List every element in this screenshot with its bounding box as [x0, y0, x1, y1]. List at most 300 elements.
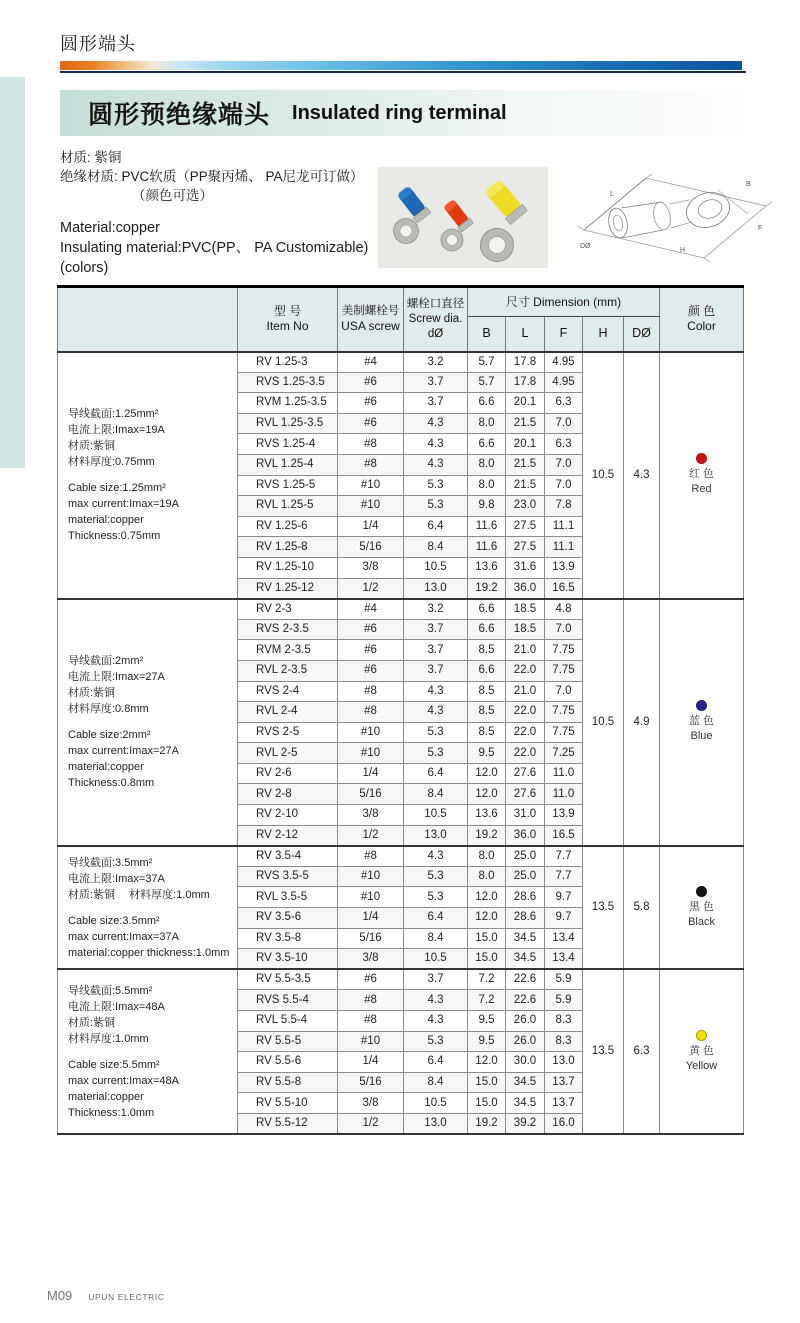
cell-item-no: RVS 5.5-4: [238, 990, 338, 1011]
cell-dim-f: 7.75: [545, 640, 583, 661]
description-line: Cable size:2mm²: [68, 729, 151, 742]
cell-item-no: RV 1.25-3: [238, 352, 338, 373]
cell-item-no: RV 1.25-8: [238, 537, 338, 558]
cell-item-no: RVM 2-3.5: [238, 640, 338, 661]
diagram-label-do: DØ: [580, 243, 591, 250]
cell-dim-l: 21.5: [506, 454, 545, 475]
cell-usa-screw: #6: [338, 619, 404, 640]
header-dia-sym: dØ: [427, 327, 444, 340]
cell-dim-b: 6.6: [468, 660, 506, 681]
description-line: 材料厚度:0.8mm: [68, 703, 149, 716]
cell-screw-dia: 8.4: [404, 1072, 468, 1093]
cell-dim-l: 34.5: [506, 1072, 545, 1093]
cell-dim-l: 36.0: [506, 578, 545, 599]
cell-item-no: RVS 1.25-4: [238, 434, 338, 455]
header-description-blank: [58, 287, 238, 352]
cell-usa-screw: 1/4: [338, 1052, 404, 1073]
cell-dim-l: 25.0: [506, 846, 545, 867]
cell-screw-dia: 3.7: [404, 640, 468, 661]
description-line: Thickness:0.75mm: [68, 530, 161, 543]
cell-screw-dia: 5.3: [404, 475, 468, 496]
cell-usa-screw: 1/4: [338, 763, 404, 784]
cell-item-no: RV 3.5-4: [238, 846, 338, 867]
product-title-en: Insulated ring terminal: [292, 101, 507, 124]
cell-screw-dia: 6.4: [404, 1052, 468, 1073]
cell-dim-f: 13.4: [545, 949, 583, 970]
cell-dim-l: 27.6: [506, 763, 545, 784]
cell-dim-l: 22.0: [506, 702, 545, 723]
group-color-cell: [660, 969, 744, 1134]
cell-dim-do: 6.3: [624, 969, 660, 1134]
cell-dim-b: 8.5: [468, 702, 506, 723]
header-dim-l: L: [506, 317, 545, 352]
cell-screw-dia: 4.3: [404, 681, 468, 702]
cell-usa-screw: 3/8: [338, 805, 404, 826]
cell-usa-screw: #8: [338, 846, 404, 867]
cell-screw-dia: 5.3: [404, 1031, 468, 1052]
cell-usa-screw: #6: [338, 660, 404, 681]
cell-dim-l: 30.0: [506, 1052, 545, 1073]
cell-usa-screw: 1/2: [338, 578, 404, 599]
cell-item-no: RV 3.5-6: [238, 908, 338, 929]
header-item-en: Item No: [266, 319, 309, 334]
cell-item-no: RVL 3.5-5: [238, 887, 338, 908]
cell-screw-dia: 3.2: [404, 599, 468, 620]
cell-dim-f: 13.4: [545, 928, 583, 949]
page-section-title: 圆形端头: [60, 34, 136, 54]
cell-dim-b: 6.6: [468, 599, 506, 620]
cell-dim-b: 8.5: [468, 640, 506, 661]
material-cn-line: （颜色可选）: [132, 188, 213, 203]
description-line: max current:Imax=48A: [68, 1074, 179, 1087]
color-label-en: Red: [691, 483, 712, 496]
description-line: 材质:紫铜: [68, 440, 116, 453]
cell-dim-f: 7.7: [545, 866, 583, 887]
header-dim-f: F: [545, 317, 583, 352]
cell-dim-f: 7.8: [545, 496, 583, 517]
cell-dim-b: 12.0: [468, 908, 506, 929]
cell-item-no: RV 1.25-12: [238, 578, 338, 599]
cell-dim-do: 4.3: [624, 352, 660, 599]
cell-screw-dia: 13.0: [404, 578, 468, 599]
cell-screw-dia: 5.3: [404, 866, 468, 887]
cell-item-no: RVL 5.5-4: [238, 1011, 338, 1032]
cell-screw-dia: 3.7: [404, 969, 468, 990]
table-row: [58, 599, 744, 620]
cell-screw-dia: 5.3: [404, 722, 468, 743]
cell-usa-screw: 5/16: [338, 928, 404, 949]
description-line: 导线截面:3.5mm²: [68, 856, 153, 869]
cell-dim-f: 13.7: [545, 1072, 583, 1093]
color-label-cn: 黑 色: [688, 900, 715, 913]
cell-dim-l: 20.1: [506, 434, 545, 455]
cell-dim-b: 12.0: [468, 763, 506, 784]
cell-dim-h: 10.5: [583, 599, 624, 846]
cell-usa-screw: #4: [338, 599, 404, 620]
cell-dim-l: 21.5: [506, 475, 545, 496]
cell-screw-dia: 8.4: [404, 928, 468, 949]
product-title-banner: [60, 90, 742, 136]
cell-usa-screw: 3/8: [338, 1093, 404, 1114]
cell-dim-f: 4.8: [545, 599, 583, 620]
cell-usa-screw: #4: [338, 352, 404, 373]
cell-dim-b: 9.5: [468, 743, 506, 764]
cell-dim-f: 13.7: [545, 1093, 583, 1114]
cell-dim-b: 8.0: [468, 413, 506, 434]
cell-dim-l: 22.0: [506, 743, 545, 764]
cell-dim-do: 5.8: [624, 846, 660, 970]
cell-screw-dia: 13.0: [404, 1113, 468, 1134]
cell-dim-f: 11.0: [545, 763, 583, 784]
cell-usa-screw: #10: [338, 722, 404, 743]
cell-usa-screw: #8: [338, 454, 404, 475]
cell-screw-dia: 6.4: [404, 763, 468, 784]
cell-dim-l: 34.5: [506, 928, 545, 949]
cell-dim-l: 23.0: [506, 496, 545, 517]
material-cn-line: 材质: 紫铜: [60, 150, 122, 165]
cell-screw-dia: 3.2: [404, 352, 468, 373]
group-description-cell: [58, 969, 238, 1134]
description-line: Thickness:0.8mm: [68, 777, 155, 790]
cell-item-no: RVL 1.25-5: [238, 496, 338, 517]
header-usa-screw: [338, 287, 404, 352]
description-line: 电流上限:Imax=19A: [68, 424, 165, 437]
cell-dim-b: 8.0: [468, 454, 506, 475]
cell-dim-f: 7.0: [545, 454, 583, 475]
cell-dim-b: 6.6: [468, 619, 506, 640]
cell-item-no: RV 2-6: [238, 763, 338, 784]
cell-dim-b: 19.2: [468, 578, 506, 599]
cell-usa-screw: #10: [338, 743, 404, 764]
cell-dim-f: 16.0: [545, 1113, 583, 1134]
group-description-cell: [58, 846, 238, 970]
cell-dim-f: 6.3: [545, 393, 583, 414]
cell-dim-l: 26.0: [506, 1011, 545, 1032]
description-line: Thickness:1.0mm: [68, 1106, 155, 1119]
description-line: 材质:紫铜: [68, 687, 116, 700]
cell-dim-b: 8.0: [468, 846, 506, 867]
cell-dim-f: 8.3: [545, 1011, 583, 1032]
cell-dim-b: 5.7: [468, 372, 506, 393]
cell-item-no: RV 1.25-10: [238, 557, 338, 578]
cell-usa-screw: #6: [338, 372, 404, 393]
product-photo: [378, 167, 548, 268]
cell-item-no: RV 2-8: [238, 784, 338, 805]
header-screw-en: USA screw: [341, 319, 400, 334]
cell-dim-l: 28.6: [506, 887, 545, 908]
cell-dim-b: 13.6: [468, 805, 506, 826]
cell-dim-f: 7.25: [545, 743, 583, 764]
cell-dim-f: 4.95: [545, 352, 583, 373]
material-en-line: Insulating material:PVC(PP、 PA Customizable)(colors): [60, 240, 369, 276]
description-line: 导线截面:5.5mm²: [68, 984, 153, 997]
color-label-cn: 红 色: [688, 468, 715, 481]
cell-dim-b: 12.0: [468, 887, 506, 908]
cell-dim-b: 9.5: [468, 1011, 506, 1032]
cell-dim-f: 7.0: [545, 681, 583, 702]
cell-dim-l: 34.5: [506, 949, 545, 970]
cell-dim-b: 13.6: [468, 557, 506, 578]
cell-dim-f: 7.75: [545, 702, 583, 723]
cell-dim-b: 7.2: [468, 990, 506, 1011]
cell-usa-screw: 1/4: [338, 908, 404, 929]
cell-dim-h: 13.5: [583, 846, 624, 970]
cell-item-no: RVS 1.25-3.5: [238, 372, 338, 393]
cell-dim-l: 27.6: [506, 784, 545, 805]
header-underline: [60, 71, 746, 73]
cell-dim-l: 18.5: [506, 619, 545, 640]
description-line: 电流上限:Imax=27A: [68, 671, 165, 684]
description-line: max current:Imax=37A: [68, 930, 179, 943]
cell-screw-dia: 10.5: [404, 805, 468, 826]
cell-screw-dia: 4.3: [404, 434, 468, 455]
cell-dim-f: 13.9: [545, 805, 583, 826]
description-line: 电流上限:Imax=48A: [68, 1000, 165, 1013]
product-title-cn: 圆形预绝缘端头: [88, 101, 271, 129]
cell-screw-dia: 3.7: [404, 372, 468, 393]
cell-dim-l: 21.0: [506, 681, 545, 702]
cell-dim-h: 13.5: [583, 969, 624, 1134]
color-dot-icon: [696, 1030, 707, 1041]
cell-screw-dia: 10.5: [404, 1093, 468, 1114]
header-dimension: 尺寸 Dimension (mm): [468, 287, 660, 317]
cell-dim-f: 9.7: [545, 908, 583, 929]
cell-usa-screw: #10: [338, 496, 404, 517]
cell-screw-dia: 3.7: [404, 619, 468, 640]
diagram-label-b: B: [746, 181, 751, 188]
diagram-label-l: L: [610, 191, 614, 198]
header-gradient-bar: [60, 61, 742, 70]
cell-screw-dia: 3.7: [404, 393, 468, 414]
color-dot-icon: [696, 886, 707, 897]
cell-screw-dia: 10.5: [404, 557, 468, 578]
cell-dim-l: 27.5: [506, 516, 545, 537]
cell-usa-screw: 5/16: [338, 1072, 404, 1093]
cell-usa-screw: 5/16: [338, 537, 404, 558]
cell-dim-l: 18.5: [506, 599, 545, 620]
cell-screw-dia: 3.7: [404, 660, 468, 681]
cell-usa-screw: #8: [338, 1011, 404, 1032]
material-en-line: Material:copper: [60, 220, 160, 236]
cell-dim-l: 21.0: [506, 640, 545, 661]
color-dot-icon: [696, 453, 707, 464]
cell-dim-b: 12.0: [468, 784, 506, 805]
description-line: material:copper: [68, 514, 144, 527]
cell-dim-b: 15.0: [468, 928, 506, 949]
color-label-cn: 黄 色: [688, 1044, 715, 1057]
cell-dim-f: 11.1: [545, 516, 583, 537]
cell-dim-f: 8.3: [545, 1031, 583, 1052]
group-color-cell: [660, 846, 744, 970]
cell-dim-l: 25.0: [506, 866, 545, 887]
cell-screw-dia: 4.3: [404, 413, 468, 434]
cell-item-no: RV 5.5-3.5: [238, 969, 338, 990]
cell-dim-b: 6.6: [468, 393, 506, 414]
cell-item-no: RVL 1.25-3.5: [238, 413, 338, 434]
cell-item-no: RV 5.5-10: [238, 1093, 338, 1114]
cell-item-no: RVL 2-5: [238, 743, 338, 764]
cell-usa-screw: #8: [338, 990, 404, 1011]
description-line: 电流上限:Imax=37A: [68, 872, 165, 885]
table-row: [58, 969, 744, 990]
cell-usa-screw: #6: [338, 640, 404, 661]
cell-usa-screw: #8: [338, 681, 404, 702]
cell-dim-f: 6.3: [545, 434, 583, 455]
cell-dim-b: 19.2: [468, 1113, 506, 1134]
cell-dim-f: 7.0: [545, 475, 583, 496]
cell-dim-f: 11.0: [545, 784, 583, 805]
cell-dim-do: 4.9: [624, 599, 660, 846]
header-item-no: [238, 287, 338, 352]
table-row: [58, 352, 744, 373]
description-line: material:copper: [68, 761, 144, 774]
cell-item-no: RV 1.25-6: [238, 516, 338, 537]
description-line: 材质:紫铜: [68, 1016, 116, 1029]
cell-dim-f: 4.95: [545, 372, 583, 393]
spec-table-body: [58, 352, 744, 1135]
cell-screw-dia: 6.4: [404, 516, 468, 537]
cell-item-no: RV 5.5-6: [238, 1052, 338, 1073]
left-accent-strip: [0, 77, 25, 468]
cell-dim-f: 7.0: [545, 413, 583, 434]
cell-dim-l: 31.6: [506, 557, 545, 578]
cell-dim-f: 13.0: [545, 1052, 583, 1073]
cell-item-no: RVS 1.25-5: [238, 475, 338, 496]
cell-dim-l: 36.0: [506, 825, 545, 846]
header-color: [660, 287, 744, 352]
cell-screw-dia: 4.3: [404, 990, 468, 1011]
cell-item-no: RVS 2-4: [238, 681, 338, 702]
header-screw-dia: [404, 287, 468, 352]
header-dim-do: DØ: [624, 317, 660, 352]
diagram-label-f: F: [758, 225, 763, 232]
cell-screw-dia: 5.3: [404, 743, 468, 764]
cell-usa-screw: #8: [338, 434, 404, 455]
cell-item-no: RVM 1.25-3.5: [238, 393, 338, 414]
cell-item-no: RVL 1.25-4: [238, 454, 338, 475]
color-label-en: Yellow: [685, 1059, 718, 1072]
cell-usa-screw: 3/8: [338, 949, 404, 970]
color-label-cn: 蓝 色: [688, 715, 715, 728]
cell-usa-screw: #10: [338, 866, 404, 887]
cell-item-no: RVL 2-4: [238, 702, 338, 723]
cell-dim-b: 7.2: [468, 969, 506, 990]
cell-dim-l: 26.0: [506, 1031, 545, 1052]
cell-dim-b: 15.0: [468, 1072, 506, 1093]
cell-dim-f: 13.9: [545, 557, 583, 578]
header-color-cn: 颜 色: [687, 304, 716, 319]
cell-dim-l: 31.0: [506, 805, 545, 826]
cell-screw-dia: 4.3: [404, 702, 468, 723]
footer-company: UPUN ELECTRIC: [88, 1292, 165, 1302]
header-item-cn: 型 号: [273, 304, 302, 319]
cell-item-no: RV 2-3: [238, 599, 338, 620]
header-dim-h: H: [583, 317, 624, 352]
cell-dim-b: 8.5: [468, 681, 506, 702]
header-dia-cn: 螺栓口直径: [406, 297, 465, 310]
table-header: [58, 287, 744, 352]
cell-screw-dia: 8.4: [404, 784, 468, 805]
cell-item-no: RV 5.5-5: [238, 1031, 338, 1052]
cell-dim-b: 9.5: [468, 1031, 506, 1052]
cell-dim-b: 11.6: [468, 537, 506, 558]
color-label-en: Blue: [690, 730, 713, 743]
cell-usa-screw: #6: [338, 393, 404, 414]
cell-dim-f: 16.5: [545, 825, 583, 846]
cell-item-no: RV 3.5-10: [238, 949, 338, 970]
cell-dim-f: 7.0: [545, 619, 583, 640]
description-line: material:copper: [68, 1090, 144, 1103]
group-color-cell: [660, 599, 744, 846]
cell-screw-dia: 4.3: [404, 1011, 468, 1032]
description-line: 导线截面:1.25mm²: [68, 408, 159, 421]
cell-item-no: RV 5.5-8: [238, 1072, 338, 1093]
cell-screw-dia: 10.5: [404, 949, 468, 970]
cell-item-no: RVS 2-5: [238, 722, 338, 743]
cell-dim-b: 15.0: [468, 949, 506, 970]
description-line: 导线截面:2mm²: [68, 655, 144, 668]
material-cn-line: 绝缘材质: PVC软质（PP聚丙烯、 PA尼龙可订做）: [60, 169, 364, 184]
cell-usa-screw: 1/2: [338, 1113, 404, 1134]
cell-usa-screw: #6: [338, 413, 404, 434]
description-line: Cable size:3.5mm²: [68, 914, 160, 927]
description-line: Cable size:1.25mm²: [68, 482, 166, 495]
cell-dim-b: 11.6: [468, 516, 506, 537]
cell-usa-screw: 1/4: [338, 516, 404, 537]
header-dia-en: Screw dia.: [408, 312, 463, 325]
cell-usa-screw: 3/8: [338, 557, 404, 578]
cell-dim-l: 20.1: [506, 393, 545, 414]
group-description-cell: [58, 599, 238, 846]
cell-item-no: RVS 3.5-5: [238, 866, 338, 887]
cell-dim-b: 8.0: [468, 475, 506, 496]
cell-usa-screw: #10: [338, 475, 404, 496]
cell-usa-screw: 1/2: [338, 825, 404, 846]
cell-dim-b: 15.0: [468, 1093, 506, 1114]
cell-item-no: RV 2-12: [238, 825, 338, 846]
cell-dim-f: 9.7: [545, 887, 583, 908]
cell-usa-screw: #6: [338, 969, 404, 990]
cell-dim-l: 28.6: [506, 908, 545, 929]
cell-dim-l: 27.5: [506, 537, 545, 558]
cell-dim-b: 8.5: [468, 722, 506, 743]
dimension-diagram: [570, 168, 775, 268]
cell-item-no: RV 2-10: [238, 805, 338, 826]
cell-usa-screw: #8: [338, 702, 404, 723]
cell-screw-dia: 5.3: [404, 887, 468, 908]
cell-dim-b: 6.6: [468, 434, 506, 455]
group-description-cell: [58, 352, 238, 599]
cell-dim-f: 16.5: [545, 578, 583, 599]
cell-item-no: RVL 2-3.5: [238, 660, 338, 681]
cell-dim-b: 12.0: [468, 1052, 506, 1073]
cell-dim-f: 7.75: [545, 722, 583, 743]
header-screw-cn: 美制螺栓号: [341, 305, 400, 318]
cell-usa-screw: #10: [338, 887, 404, 908]
cell-screw-dia: 5.3: [404, 496, 468, 517]
diagram-label-h: H: [680, 247, 686, 254]
cell-dim-b: 5.7: [468, 352, 506, 373]
header-dim-b: B: [468, 317, 506, 352]
spec-table: [57, 285, 744, 1135]
cell-dim-h: 10.5: [583, 352, 624, 599]
cell-item-no: RVS 2-3.5: [238, 619, 338, 640]
group-color-cell: [660, 352, 744, 599]
description-line: max current:Imax=27A: [68, 745, 179, 758]
cell-item-no: RV 3.5-8: [238, 928, 338, 949]
cell-dim-l: 22.0: [506, 722, 545, 743]
cell-screw-dia: 6.4: [404, 908, 468, 929]
